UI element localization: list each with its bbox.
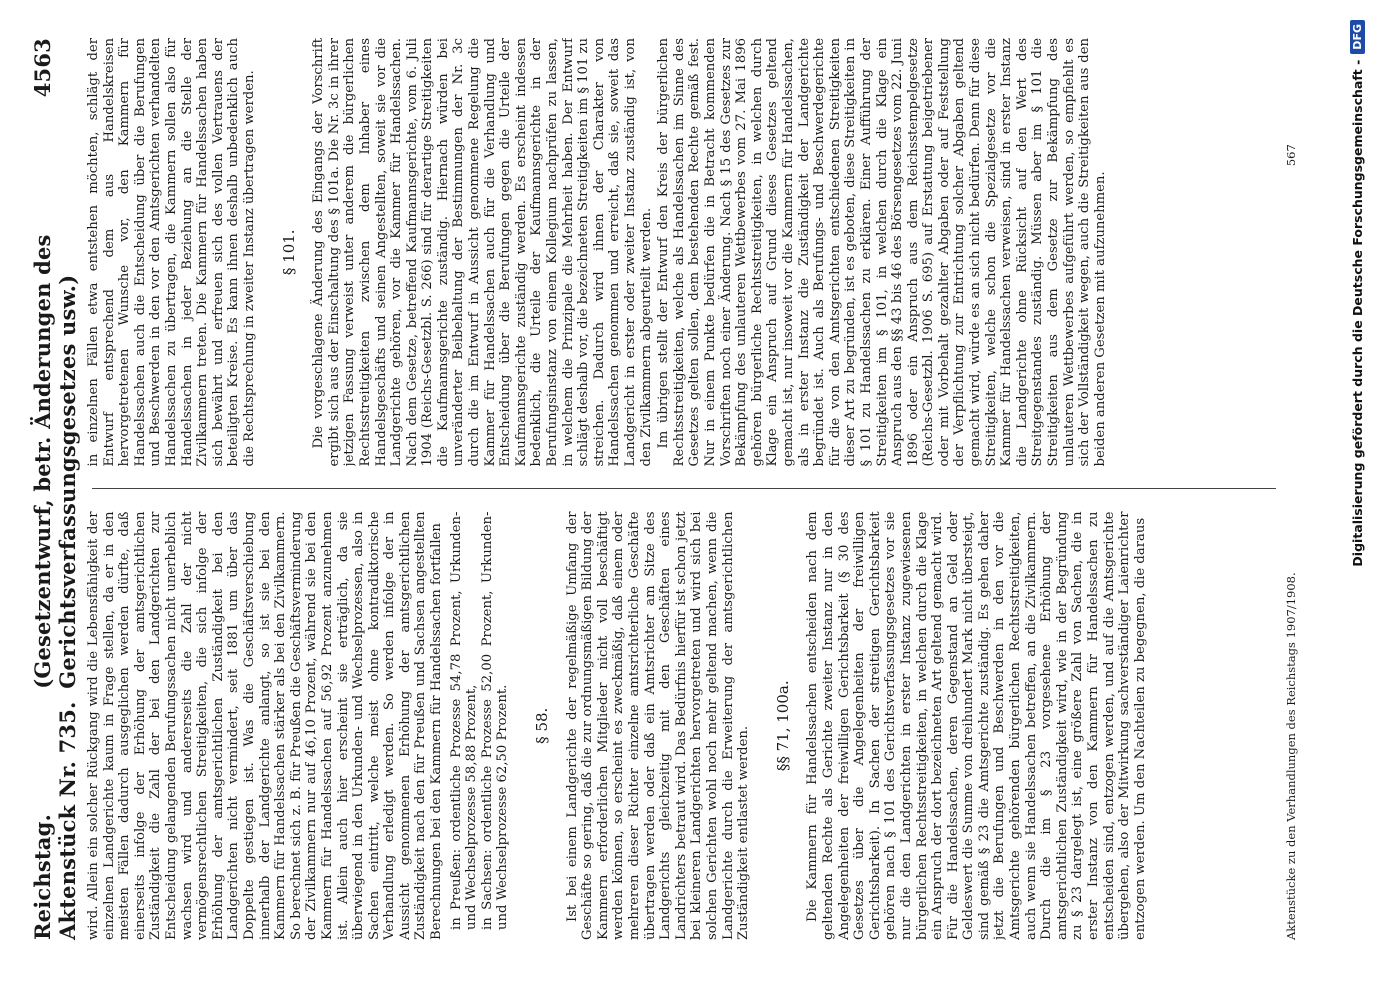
paragraph: Im übrigen stellt der Entwurf den Kreis der bürgerlichen Rechtsstreitigkeiten, welche als Handelssachen im Sinne des Gesetzes gelten sollen, dem bestehenden Rechte gemäß fest. Nur in einem Punkte bedürfen die in Betracht kommenden Vorschriften noch einer Änderung. Nach § 15 des Gesetzes zur Bekämpfung des unlauteren Wettbewerbes vom 27. Mai 1896 gehören bürgerliche Rechtsstreitigkeiten, in welchen durch Klage ein Anspruch auf Grund dieses Gesetzes geltend gemacht ist, nur insoweit vor die Kammern für Handelssachen, als in erster Instanz die Zuständigkeit der Landgerichte begründet ist. Auch als Berufungs- und Beschwerdegerichte für die von den Amtsgerichten entschiedenen Streitigkeiten dieser Art zu begründen, ist es geboten, diese Streitigkeiten in § 101 zu Handelssachen zu erklären. Einer Aufführung der Streitigkeiten im § 101, in welchen durch die Klage ein Anspruch aus den §§ 43 bis 46 des Börsengesetzes vom 22. Juni 1896 oder ein Anspruch aus dem Reichsstempelgesetze (Reichs-Gesetzbl. 1906 S. 695) auf Erstattung beigetriebener oder mit Vorbehalt gezahlter Abgaben oder auf Feststellung der Verpflichtung zur Entrichtung solcher Abgaben geltend gemacht wird, würde es an sich nicht bedürfen. Denn für diese Streitigkeiten, welche schon die Spezialgesetze vor die Kammer für Handelssachen verweisen, sind in erster Instanz die Landgerichte ohne Rücksicht auf den Wert des Streitgegenstandes zuständig. Müssen aber im § 101 die Streitigkeiten aus dem Gesetze zur Bekämpfung des unlauteren Wettbewerbes aufgeführt werden, so empfiehlt es sich der Vollständigkeit wegen, auch die Streitigkeiten aus den beiden anderen Gesetzen mit aufzunehmen. bbox=[656, 38, 1108, 467]
dfg-logo: DFG bbox=[1350, 20, 1365, 54]
section-heading: §§ 71, 100a. bbox=[773, 680, 792, 772]
header-title: (Gesetzentwurf, betr. Änderungen des Gerichtsverfassungsgesetzes usw.) bbox=[30, 234, 80, 689]
section-heading: § 101. bbox=[279, 229, 298, 276]
column-divider bbox=[92, 489, 1276, 490]
footer-page-number: 567 bbox=[1284, 144, 1298, 167]
page-footer bbox=[1284, 38, 1298, 940]
paragraph: Die vorgeschlagene Änderung des Eingangs der Vorschrift ergibt sich aus der Einschaltung des § 101a. Die Nr. 3c in ihrer jetzigen Fassung verweist unter anderem die bürgerlichen Rechtsstreitigkeiten zwischen dem Inhaber eines Handelsgeschäfts und seinen Angestellten, soweit sie vor die Landgerichte gehören, vor die Kammer für Handelssachen. Nach dem Gesetze, betreffend Kaufmannsgerichte, vom 6. Juli 1904 (Reichs-Gesetzbl. S. 266) sind für derartige Streitigkeiten die Kaufmannsgerichte zuständig. Hiernach würden bei unveränderter Beibehaltung der Bestimmungen der Nr. 3c durch die im Entwurf in Aussicht genommene Regelung die Kammer für Handelssachen auch für die Verhandlung und Entscheidung über die Berufungen gegen die Urteile der Kaufmannsgerichte zuständig werden. Es erscheint indessen bedenklich, die Urteile der Kaufmannsgerichte in der Berufungsinstanz von einem Kollegium nachprüfen zu lassen, in welchem die Prinzipale die Mehrheit haben. Der Entwurf schlägt deshalb vor, die bezeichneten Streitigkeiten im § 101 zu streichen. Dadurch wird ihnen der Charakter von Handelssachen genommen und erreicht, daß sie, soweit das Landgericht in erster oder zweiter Instanz zuständig ist, von den Zivilkammern abgeurteilt werden. bbox=[311, 38, 654, 467]
paragraph: Ist bei einem Landgerichte der regelmäßige Umfang der Geschäfte so gering, daß die zur ordnungsmäßigen Bildung der Kammern erforderlichen Mitglieder nicht voll beschäftigt werden können, so erscheint es zweckmäßig, daß einem oder mehreren dieser Richter einzelne amtsrichterliche Geschäfte übertragen werden oder daß ein Amtsrichter am Sitze des Landgerichts gleichzeitig mit den Geschäften eines Landrichters betraut wird. Das Bedürfnis hierfür ist schon jetzt bei kleineren Landgerichten hervorgetreten und wird sich bei solchen Gerichten wohl noch mehr geltend machen, wenn die Landgerichte durch die Erweiterung der amtsgerichtlichen Zuständigkeit entlastet werden. bbox=[564, 511, 752, 940]
right-column bbox=[86, 38, 1276, 467]
digitization-note bbox=[1342, 10, 1372, 990]
left-column bbox=[86, 512, 1276, 941]
footer-source: Aktenstücke zu den Verhandlungen des Reichstags 1907/1908. bbox=[1284, 572, 1298, 940]
stats-line: in Preußen: ordentliche Prozesse 54,78 Prozent, Urkunden- und Wechselprozesse 58,88 Prozent, bbox=[448, 511, 480, 930]
section-heading: § 58. bbox=[533, 707, 552, 744]
paragraph: wird. Allein ein solcher Rückgang wird die Lebensfähigkeit der einzelnen Landgerichte kaum in Frage stellen, da er in den meisten Fällen dadurch ausgeglichen werden dürfte, daß einerseits infolge der Erhöhung der amtsgerichtlichen Zuständigkeit die Zahl der bei den Landgerichten zur Entscheidung gelangenden Berufungssachen nicht unerheblich wachsen wird und andererseits die Zahl der nicht vermögensrechtlichen Streitigkeiten, die sich infolge der Erhöhung der amtsgerichtlichen Zuständigkeit bei den Landgerichten nicht vermindert, seit 1881 um über das Doppelte gestiegen ist. Was die Geschäftsverschiebung innerhalb der Landgerichte anlangt, so ist sie bei den Kammern für Handelssachen stärker als bei den Zivilkammern. So berechnet sich z. B. für Preußen die Geschäftsverminderung der Zivilkammern nur auf 46,10 Prozent, während sie bei den Kammern für Handelssachen auf 56,92 Prozent anzunehmen ist. Allein auch hier erscheint sie erträglich, da sie überwiegend in den Urkunden- und Wechselprozessen, also in Sachen eintritt, welche meist ohne kontradiktorische Verhandlung erledigt werden. So werden infolge der in Aussicht genommenen Erhöhung der amtsgerichtlichen Zuständigkeit nach den für Preußen und Sachsen angestellten Berechnungen bei den Kammern für Handelssachen fortfallen bbox=[86, 511, 445, 940]
statistics-block bbox=[449, 512, 511, 941]
stats-line: in Sachsen: ordentliche Prozesse 52,00 Prozent, Urkunden- und Wechselprozesse 62,50 Prozent. bbox=[479, 511, 511, 930]
header-page-number: 4563 bbox=[30, 38, 55, 98]
header-left: Reichstag. Aktenstück Nr. 735. bbox=[30, 701, 80, 940]
digitization-text: Digitalisierung gefördert durch die Deutsche Forschungsgemeinschaft - bbox=[1349, 59, 1365, 567]
paragraph: in einzelnen Fällen etwa entstehen möchten, schlägt der Entwurf entsprechend dem aus Handelskreisen hervorgetretenen Wunsche vor, den Kammern für Handelssachen auch die Entscheidung über die Berufungen und Beschwerden in den vor den Amtsgerichten verhandelten Handelssachen zu übertragen, die Kammern sollen also für Handelssachen in jeder Beziehung an die Stelle der Zivilkammern treten. Die Kammern für Handelssachen haben sich bewährt und erfreuen sich des vollen Vertrauens der beteiligten Kreise. Es kann ihnen deshalb unbedenklich auch die Rechtsprechung in zweiter Instanz übertragen werden. bbox=[86, 38, 257, 467]
document-page bbox=[10, 10, 1340, 990]
text-columns bbox=[86, 38, 1276, 940]
paragraph: Die Kammern für Handelssachen entscheiden nach dem geltenden Rechte als Gerichte zweiter Instanz nur in den Angelegenheiten der freiwilligen Gerichtsbarkeit (§ 30 des Gesetzes über die Angelegenheiten der freiwilligen Gerichtsbarkeit). In Sachen der streitigen Gerichtsbarkeit gehören nach § 101 des Gerichtsverfassungsgesetzes vor sie nur die den Landgerichten in erster Instanz zugewiesenen bürgerlichen Rechtsstreitigkeiten, in welchen durch die Klage ein Anspruch der dort bezeichneten Art geltend gemacht wird. Für die Handelssachen, deren Gegenstand an Geld oder Geldeswert die Summe von dreihundert Mark nicht übersteigt, sind gemäß § 23 die Amtsgerichte zuständig. Es gehen daher jetzt die Berufungen und Beschwerden in den vor die Amtsgerichte gehörenden bürgerlichen Rechtsstreitigkeiten, auch wenn sie Handelssachen betreffen, an die Zivilkammern. Durch die im § 23 vorgesehene Erhöhung der amtsgerichtlichen Zuständigkeit wird, wie in der Begründung zu § 23 dargelegt ist, eine größere Zahl von Sachen, die in erster Instanz von den Kammern für Handelssachen zu entscheiden sind, entzogen werden, und auf die Amtsgerichte übergehen, also der Mitwirkung sachverständiger Laienrichter entzogen werden. Um den Nachteilen zu begegnen, die daraus bbox=[805, 511, 1148, 940]
page-header bbox=[30, 38, 80, 940]
